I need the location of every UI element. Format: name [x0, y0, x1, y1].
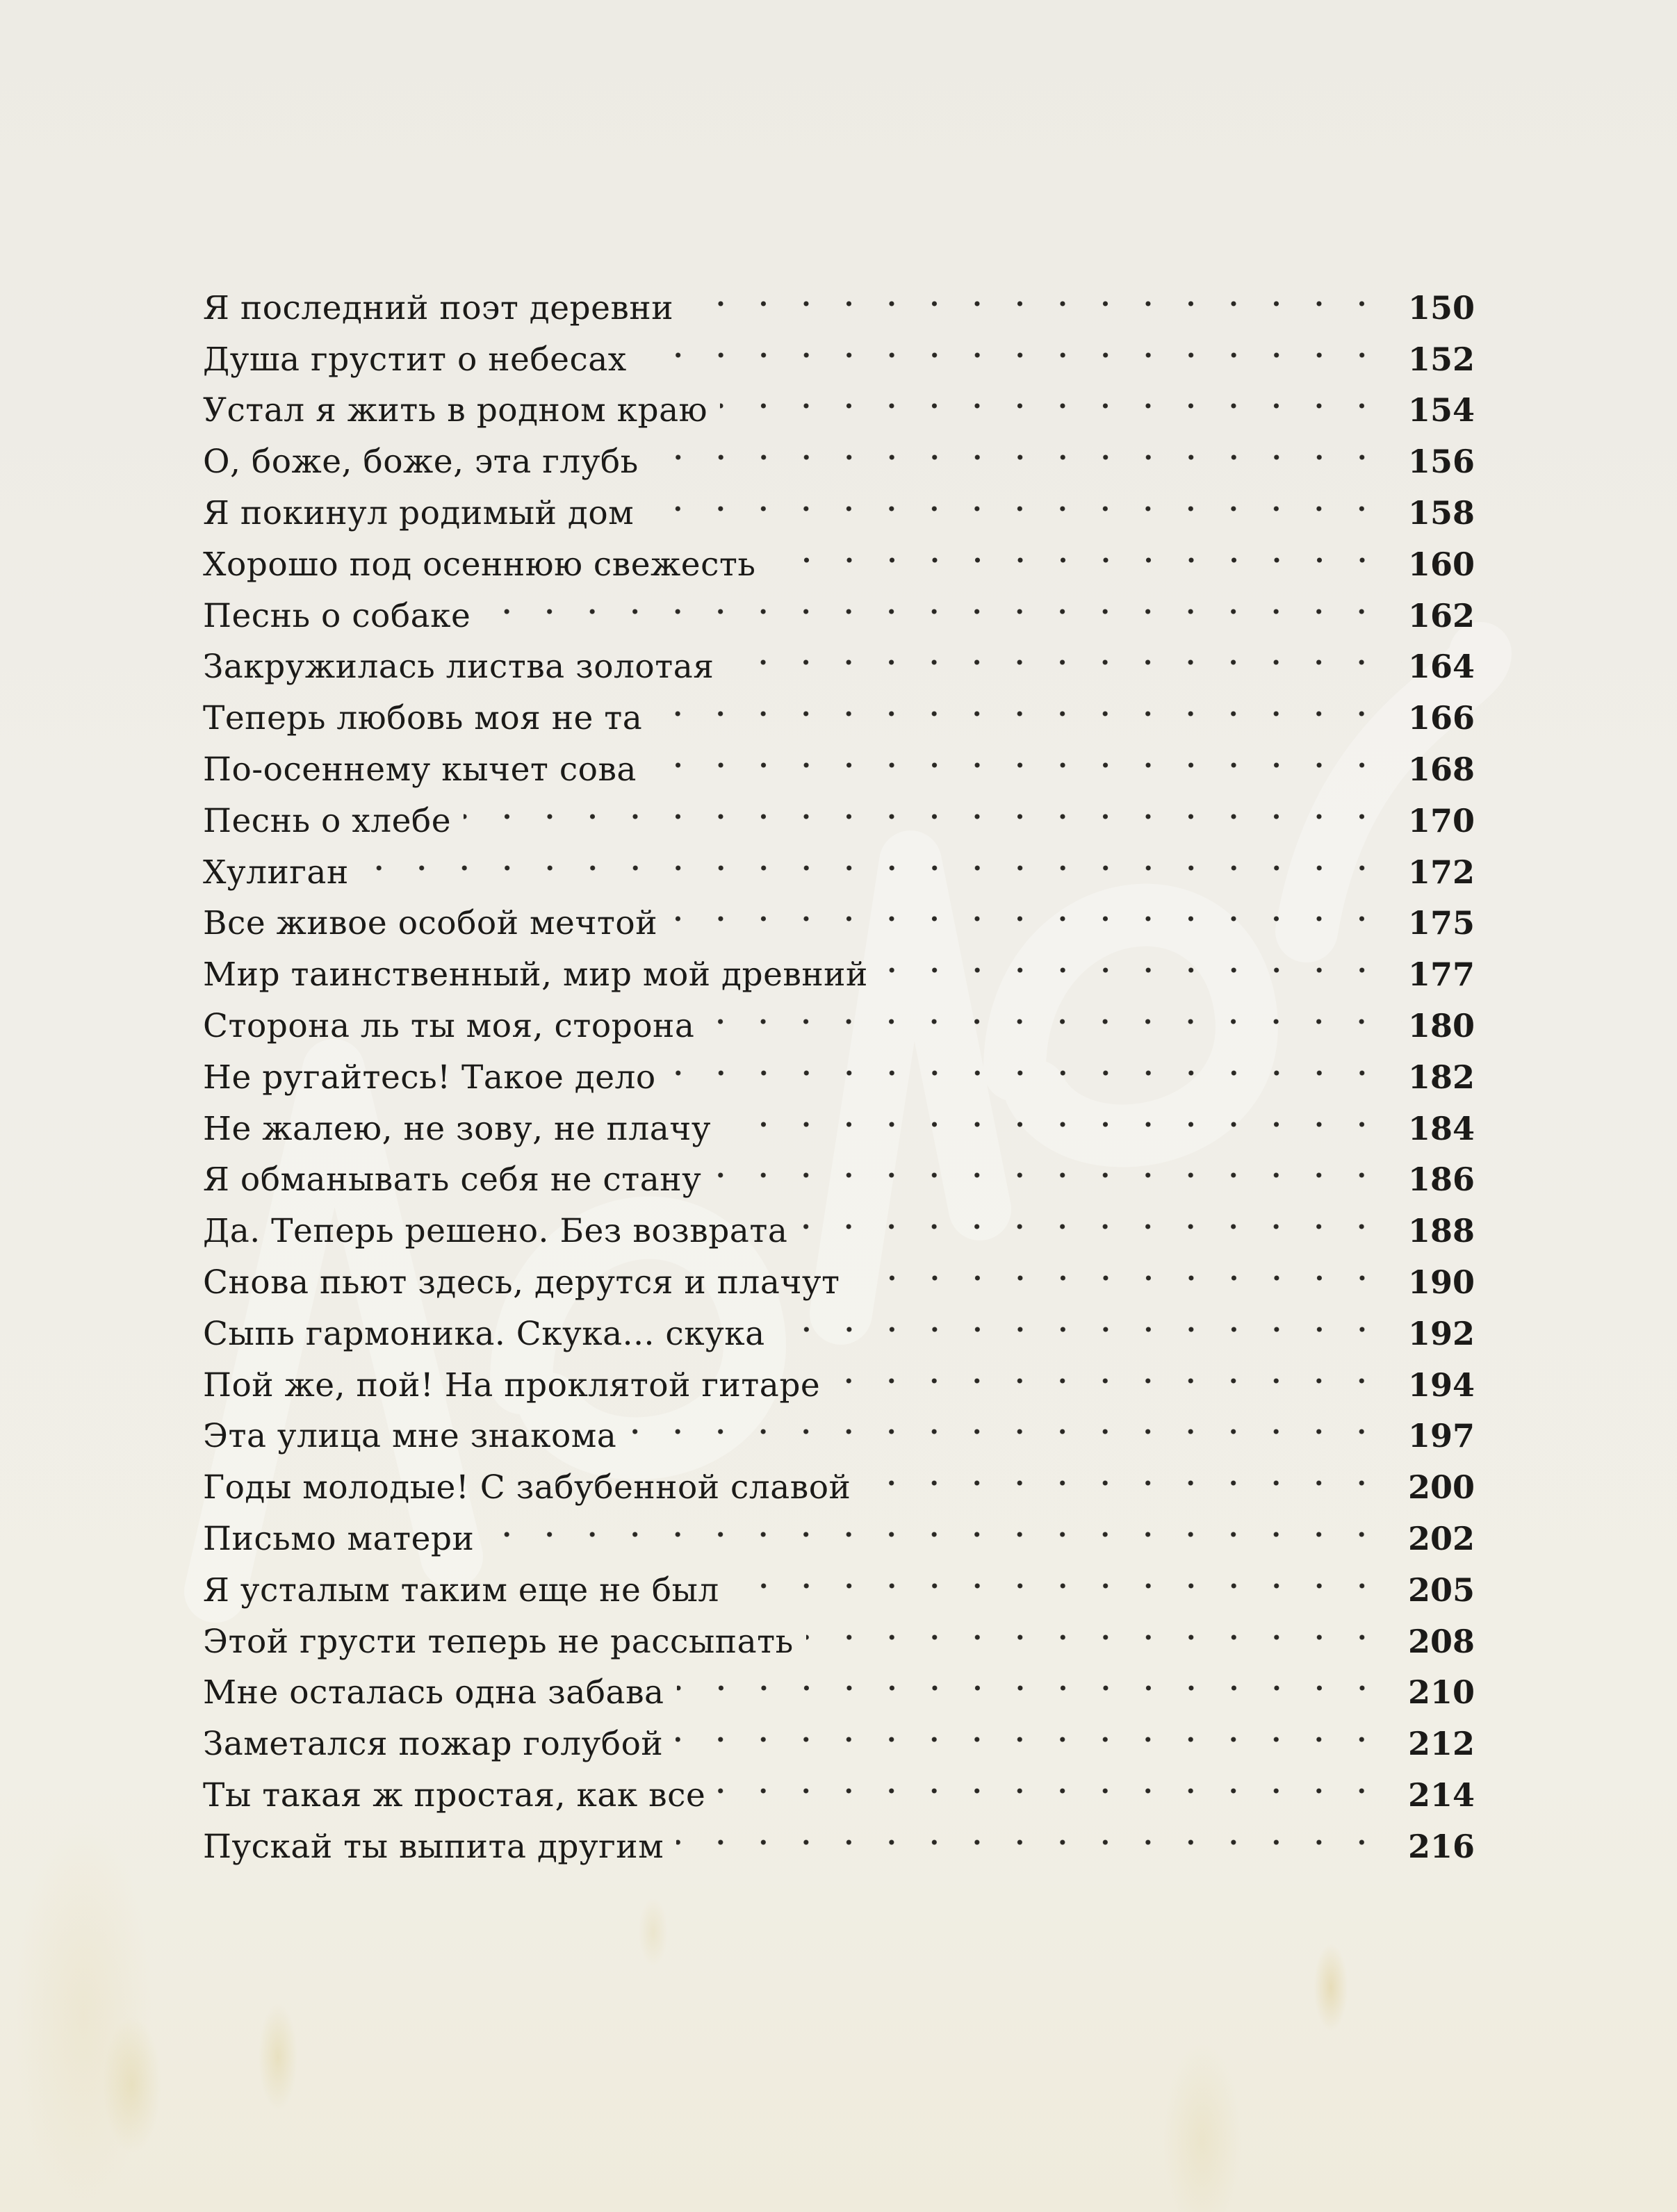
- toc-entry-title: По-осеннему кычет сова: [203, 750, 637, 789]
- toc-entry-page-number: 172: [1407, 853, 1475, 891]
- toc-entry-page-number: 175: [1407, 904, 1475, 942]
- dot-leader: [676, 1806, 1402, 1858]
- dot-leader: [726, 627, 1402, 678]
- toc-entry-title: Да. Теперь решено. Без возврата: [203, 1212, 788, 1251]
- toc-entry: [203, 832, 1475, 892]
- toc-entry-page-number: 200: [1407, 1468, 1475, 1507]
- toc-entry-title: Я покинул родимый дом: [203, 493, 635, 532]
- dot-leader: [686, 268, 1402, 319]
- toc-entry-page-number: 150: [1407, 288, 1475, 327]
- toc-entry-title: Письмо матери: [203, 1519, 475, 1558]
- toc-entry-title: Я последний поэт деревни: [203, 288, 674, 327]
- dot-leader: [732, 1550, 1402, 1601]
- toc-entry-title: Я усталым таким еще не был: [203, 1571, 719, 1609]
- toc-entry-title: Я обманывать себя не стану: [203, 1161, 702, 1199]
- dot-leader: [655, 678, 1402, 729]
- toc-entry-page-number: 192: [1407, 1314, 1475, 1352]
- dot-leader: [361, 832, 1402, 883]
- dot-leader: [677, 1653, 1402, 1704]
- toc-entry-title: Пускай ты выпита другим: [203, 1827, 664, 1866]
- toc-entry-page-number: 154: [1407, 391, 1475, 429]
- toc-entry-title: Хулиган: [203, 853, 349, 892]
- toc-entry-page-number: 164: [1407, 648, 1475, 686]
- toc-entry-title: Не жалею, не зову, не плачу: [203, 1109, 711, 1148]
- dot-leader: [649, 729, 1402, 780]
- toc-entry-title: Не ругайтесь! Такое дело: [203, 1058, 656, 1097]
- table-of-contents: [203, 268, 1475, 1866]
- toc-entry-title: Сыпь гармоника. Скука... скука: [203, 1314, 765, 1353]
- toc-entry-title: Песнь о собаке: [203, 596, 471, 635]
- toc-entry-title: Мир таинственный, мир мой древний: [203, 956, 868, 994]
- toc-entry-page-number: 188: [1407, 1212, 1475, 1250]
- dot-leader: [769, 524, 1402, 575]
- dot-leader: [806, 1601, 1402, 1653]
- toc-entry-page-number: 156: [1407, 443, 1475, 481]
- dot-leader: [676, 1703, 1402, 1755]
- dot-leader: [651, 421, 1402, 473]
- toc-entry-page-number: 212: [1407, 1725, 1475, 1763]
- toc-entry-title: О, боже, боже, эта глубь: [203, 443, 639, 482]
- toc-entry-page-number: 166: [1407, 699, 1475, 737]
- toc-entry-title: Хорошо под осеннюю свежесть: [203, 545, 756, 584]
- toc-entry-page-number: 186: [1407, 1161, 1475, 1199]
- dot-leader: [881, 934, 1402, 985]
- toc-entry-page-number: 160: [1407, 545, 1475, 583]
- toc-entry-page-number: 162: [1407, 596, 1475, 634]
- dot-leader: [720, 370, 1402, 422]
- toc-entry-title: Пой же, пой! На проклятой гитаре: [203, 1366, 821, 1404]
- toc-entry-page-number: 194: [1407, 1366, 1475, 1404]
- toc-entry-page-number: 152: [1407, 340, 1475, 378]
- toc-entry-page-number: 214: [1407, 1776, 1475, 1814]
- toc-entry-page-number: 184: [1407, 1109, 1475, 1147]
- toc-entry-title: Годы молодые! С забубенной славой: [203, 1468, 851, 1507]
- dot-leader: [669, 1037, 1402, 1088]
- dot-leader: [486, 1498, 1402, 1550]
- dot-leader: [800, 1190, 1402, 1242]
- toc-entry-title: Эта улица мне знакома: [203, 1417, 617, 1456]
- toc-entry-page-number: 205: [1407, 1571, 1475, 1609]
- toc-entry: [203, 883, 1475, 943]
- toc-entry-page-number: 208: [1407, 1622, 1475, 1660]
- toc-entry-title: Устал я жить в родном краю: [203, 391, 708, 430]
- toc-entry-title: Мне осталась одна забава: [203, 1673, 664, 1712]
- dot-leader: [483, 575, 1402, 627]
- toc-entry-page-number: 210: [1407, 1673, 1475, 1712]
- toc-entry-title: Этой грусти теперь не рассыпать: [203, 1622, 794, 1661]
- toc-entry-page-number: 202: [1407, 1519, 1475, 1557]
- dot-leader: [833, 1345, 1402, 1396]
- dot-leader: [646, 473, 1402, 524]
- toc-entry-page-number: 168: [1407, 750, 1475, 788]
- toc-entry-page-number: 197: [1407, 1417, 1475, 1455]
- toc-entry-title: Песнь о хлебе: [203, 801, 452, 840]
- dot-leader: [723, 1088, 1402, 1140]
- toc-entry-title: Закружилась листва золотая: [203, 648, 714, 687]
- dot-leader: [670, 883, 1402, 935]
- dot-leader: [853, 1242, 1402, 1293]
- toc-entry-page-number: 182: [1407, 1058, 1475, 1096]
- toc-entry-page-number: 180: [1407, 1006, 1475, 1044]
- toc-entry-title: Душа грустит о небесах: [203, 340, 627, 379]
- toc-entry: [203, 268, 1475, 327]
- toc-entry-title: Все живое особой мечтой: [203, 904, 658, 943]
- toc-entry-title: Снова пьют здесь, дерутся и плачут: [203, 1263, 840, 1302]
- dot-leader: [778, 1293, 1402, 1345]
- toc-entry-page-number: 158: [1407, 493, 1475, 532]
- toc-entry-page-number: 190: [1407, 1263, 1475, 1301]
- toc-entry-title: Ты такая ж простая, как все: [203, 1776, 706, 1814]
- dot-leader: [464, 780, 1402, 832]
- toc-entry-title: Теперь любовь моя не та: [203, 699, 643, 738]
- toc-entry-page-number: 170: [1407, 801, 1475, 839]
- dot-leader: [714, 1140, 1402, 1191]
- dot-leader: [863, 1447, 1402, 1498]
- toc-entry-title: Сторона ль ты моя, сторона: [203, 1006, 695, 1045]
- dot-leader: [718, 1755, 1402, 1806]
- toc-entry-page-number: 177: [1407, 956, 1475, 994]
- dot-leader: [639, 319, 1402, 370]
- toc-entry-title: Заметался пожар голубой: [203, 1725, 664, 1764]
- toc-entry-page-number: 216: [1407, 1827, 1475, 1865]
- dot-leader: [629, 1396, 1402, 1448]
- dot-leader: [707, 985, 1402, 1037]
